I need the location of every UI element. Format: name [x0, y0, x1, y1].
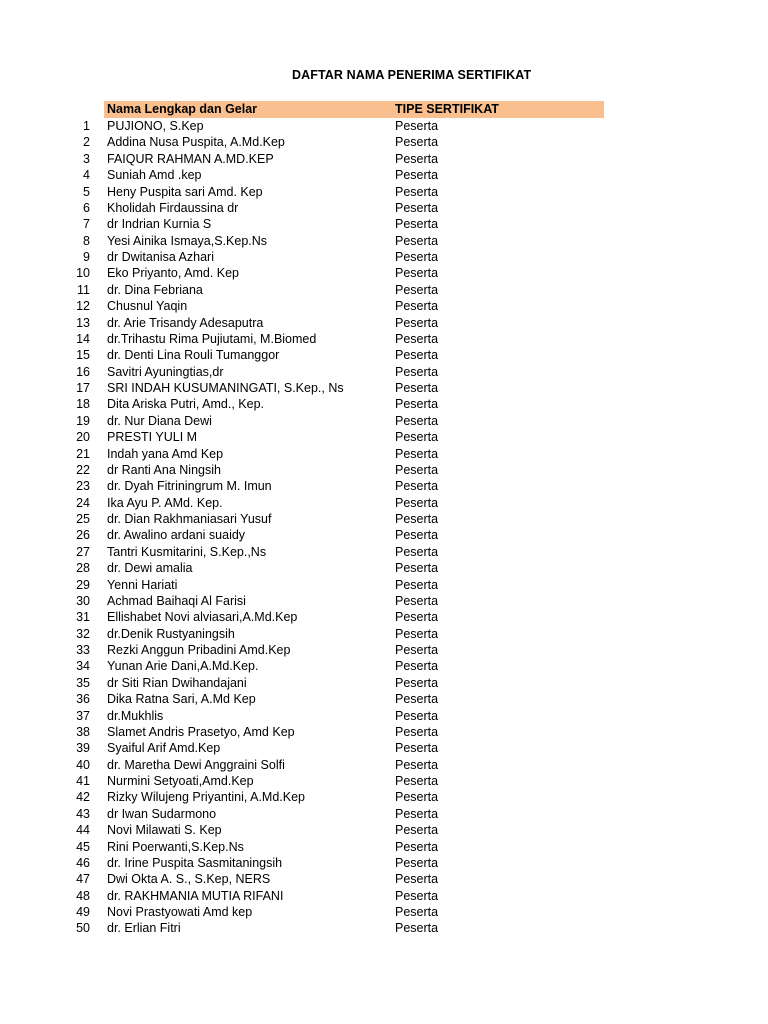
certificate-type: Peserta	[395, 413, 439, 428]
recipient-name: dr. Nur Diana Dewi	[107, 413, 212, 428]
row-number: 9	[83, 250, 90, 264]
table-row	[0, 249, 768, 265]
recipient-name: Dita Ariska Putri, Amd., Kep.	[107, 397, 265, 412]
document-title: DAFTAR NAMA PENERIMA SERTIFIKAT	[292, 68, 532, 82]
row-number: 5	[83, 184, 90, 199]
certificate-type: Peserta	[395, 250, 439, 264]
table-row	[0, 855, 768, 871]
table-row	[0, 331, 768, 347]
table-row	[0, 888, 768, 904]
table-row	[0, 691, 768, 707]
recipient-name: Yesi Ainika Ismaya,S.Kep.Ns	[107, 233, 268, 248]
certificate-type: Peserta	[395, 905, 439, 919]
row-number: 6	[83, 200, 90, 215]
recipient-name: Novi Prastyowati Amd kep	[107, 905, 253, 919]
table-row	[0, 642, 768, 658]
recipient-name: dr Ranti Ana Ningsih	[107, 462, 221, 477]
row-number: 49	[76, 905, 90, 919]
table-row	[0, 184, 768, 200]
table-row	[0, 364, 768, 380]
table-row	[0, 544, 768, 560]
table-row	[0, 658, 768, 674]
row-number: 37	[76, 708, 90, 723]
row-number: 15	[76, 348, 90, 363]
recipient-table	[0, 101, 768, 937]
row-number: 27	[76, 544, 90, 559]
recipient-name: Syaiful Arif Amd.Kep	[107, 741, 221, 756]
table-row	[0, 151, 768, 167]
row-number: 11	[77, 282, 90, 297]
certificate-type: Peserta	[395, 462, 439, 477]
certificate-type: Peserta	[395, 282, 439, 297]
row-number: 48	[76, 888, 90, 903]
certificate-type: Peserta	[395, 151, 439, 166]
recipient-name: Novi Milawati S. Kep	[107, 823, 222, 838]
certificate-type: Peserta	[395, 888, 439, 903]
recipient-name: Suniah Amd .kep	[107, 168, 202, 183]
recipient-name: SRI INDAH KUSUMANINGATI, S.Kep., Ns	[107, 381, 344, 395]
certificate-type: Peserta	[395, 741, 439, 756]
recipient-name: Tantri Kusmitarini, S.Kep.,Ns	[107, 544, 267, 559]
table-header	[104, 101, 604, 118]
certificate-type: Peserta	[395, 430, 439, 445]
certificate-type: Peserta	[395, 266, 439, 281]
certificate-type: Peserta	[395, 626, 439, 641]
certificate-type: Peserta	[395, 774, 439, 788]
certificate-type: Peserta	[395, 659, 439, 674]
row-number: 3	[83, 151, 90, 166]
certificate-type: Peserta	[395, 364, 439, 379]
recipient-name: dr. Erlian Fitri	[107, 921, 181, 936]
table-row	[0, 200, 768, 216]
certificate-type: Peserta	[395, 593, 439, 608]
recipient-name: dr. Dyah Fitriningrum M. Imun	[107, 479, 272, 494]
recipient-name: Yunan Arie Dani,A.Md.Kep.	[107, 659, 259, 674]
table-row	[0, 413, 768, 429]
certificate-type: Peserta	[395, 757, 439, 772]
recipient-name: dr Siti Rian Dwihandajani	[107, 675, 247, 690]
table-row	[0, 527, 768, 543]
row-number: 25	[76, 512, 90, 526]
certificate-type: Peserta	[395, 233, 439, 248]
recipient-name: dr. Arie Trisandy Adesaputra	[107, 315, 264, 330]
row-number: 1	[83, 119, 90, 133]
table-row	[0, 609, 768, 625]
table-row	[0, 216, 768, 232]
certificate-type: Peserta	[395, 119, 439, 133]
table-row	[0, 462, 768, 478]
recipient-name: Heny Puspita sari Amd. Kep	[107, 184, 263, 199]
recipient-name: dr. Dewi amalia	[107, 561, 193, 576]
table-row	[0, 806, 768, 822]
row-number: 46	[76, 855, 90, 870]
recipient-name: Achmad Baihaqi Al Farisi	[107, 593, 246, 608]
row-number: 23	[76, 479, 90, 494]
table-row	[0, 380, 768, 396]
recipient-name: PUJIONO, S.Kep	[107, 119, 204, 133]
table-row	[0, 429, 768, 445]
certificate-type: Peserta	[395, 544, 439, 559]
certificate-type: Peserta	[395, 348, 439, 363]
certificate-type: Peserta	[395, 577, 439, 592]
certificate-type: Peserta	[395, 561, 439, 576]
row-number: 17	[76, 381, 90, 395]
recipient-name: FAIQUR RAHMAN A.MD.KEP	[107, 151, 274, 166]
header-name: Nama Lengkap dan Gelar	[107, 102, 258, 116]
recipient-name: Savitri Ayuningtias,dr	[107, 364, 224, 379]
table-row	[0, 757, 768, 773]
row-number: 38	[76, 724, 90, 739]
row-number: 30	[76, 593, 90, 608]
certificate-type: Peserta	[395, 823, 439, 838]
table-row	[0, 478, 768, 494]
certificate-type: Peserta	[395, 692, 439, 707]
row-number: 21	[76, 446, 90, 461]
table-row	[0, 118, 768, 134]
row-number: 43	[76, 806, 90, 821]
row-number: 10	[76, 266, 90, 281]
certificate-type: Peserta	[395, 184, 439, 199]
table-row	[0, 740, 768, 756]
certificate-type: Peserta	[395, 299, 439, 314]
certificate-type: Peserta	[395, 397, 439, 412]
certificate-type: Peserta	[395, 528, 439, 543]
recipient-name: dr Dwitanisa Azhari	[107, 250, 214, 264]
table-body	[0, 118, 768, 937]
row-number: 4	[83, 168, 90, 183]
certificate-type: Peserta	[395, 315, 439, 330]
certificate-type: Peserta	[395, 790, 439, 805]
certificate-type: Peserta	[395, 135, 439, 150]
certificate-type: Peserta	[395, 724, 439, 739]
recipient-name: Indah yana Amd Kep	[107, 446, 224, 461]
table-row	[0, 298, 768, 314]
table-row	[0, 396, 768, 412]
table-row	[0, 871, 768, 887]
row-number: 18	[76, 397, 90, 412]
row-number: 33	[76, 643, 90, 657]
table-row	[0, 626, 768, 642]
row-number: 28	[76, 561, 90, 576]
recipient-name: dr.Denik Rustyaningsih	[107, 626, 235, 641]
row-number: 7	[83, 217, 90, 232]
row-number: 32	[76, 626, 90, 641]
table-row	[0, 265, 768, 281]
recipient-name: Rini Poerwanti,S.Kep.Ns	[107, 839, 244, 854]
table-row	[0, 839, 768, 855]
certificate-type: Peserta	[395, 921, 439, 936]
recipient-name: dr. Dian Rakhmaniasari Yusuf	[107, 512, 272, 526]
recipient-name: Eko Priyanto, Amd. Kep	[107, 266, 240, 281]
table-row	[0, 167, 768, 183]
recipient-name: dr. RAKHMANIA MUTIA RIFANI	[107, 888, 284, 903]
table-row	[0, 593, 768, 609]
table-row	[0, 315, 768, 331]
certificate-type: Peserta	[395, 610, 439, 625]
certificate-type: Peserta	[395, 479, 439, 494]
row-number: 39	[76, 741, 90, 756]
row-number: 50	[76, 921, 90, 936]
certificate-type: Peserta	[395, 806, 439, 821]
certificate-type: Peserta	[395, 872, 439, 887]
table-row	[0, 282, 768, 298]
table-row	[0, 904, 768, 920]
table-row	[0, 134, 768, 150]
recipient-name: Ellishabet Novi alviasari,A.Md.Kep	[107, 610, 298, 625]
row-number: 45	[76, 839, 90, 854]
recipient-name: Slamet Andris Prasetyo, Amd Kep	[107, 724, 295, 739]
certificate-type: Peserta	[395, 839, 439, 854]
recipient-name: Yenni Hariati	[107, 577, 178, 592]
row-number: 41	[76, 774, 90, 788]
recipient-name: PRESTI YULI M	[107, 430, 198, 445]
recipient-name: Nurmini Setyoati,Amd.Kep	[107, 774, 254, 788]
row-number: 36	[76, 692, 90, 707]
row-number: 24	[76, 495, 90, 510]
row-number: 31	[76, 610, 90, 625]
row-number: 20	[76, 430, 90, 445]
row-number: 2	[83, 135, 90, 150]
recipient-name: dr. Dina Febriana	[107, 282, 203, 297]
row-number: 12	[76, 299, 90, 314]
certificate-type: Peserta	[395, 168, 439, 183]
recipient-name: dr Iwan Sudarmono	[107, 806, 217, 821]
table-row	[0, 920, 768, 936]
table-row	[0, 495, 768, 511]
row-number: 8	[83, 233, 90, 248]
row-number: 13	[76, 315, 90, 330]
certificate-type: Peserta	[395, 446, 439, 461]
recipient-name: dr. Maretha Dewi Anggraini Solfi	[107, 757, 285, 772]
recipient-name: Addina Nusa Puspita, A.Md.Kep	[107, 135, 285, 150]
recipient-name: Kholidah Firdaussina dr	[107, 200, 239, 215]
header-type: TIPE SERTIFIKAT	[395, 102, 499, 116]
table-row	[0, 577, 768, 593]
recipient-name: Rezki Anggun Pribadini Amd.Kep	[107, 643, 291, 657]
recipient-name: dr. Irine Puspita Sasmitaningsih	[107, 855, 283, 870]
table-row	[0, 446, 768, 462]
row-number: 35	[76, 675, 90, 690]
recipient-name: dr Indrian Kurnia S	[107, 217, 212, 232]
table-row	[0, 233, 768, 249]
table-row	[0, 511, 768, 527]
table-row	[0, 773, 768, 789]
recipient-name: Rizky Wilujeng Priyantini, A.Md.Kep	[107, 790, 305, 805]
table-row	[0, 724, 768, 740]
certificate-type: Peserta	[395, 495, 439, 510]
table-row	[0, 708, 768, 724]
row-number: 44	[76, 823, 90, 838]
row-number: 47	[76, 872, 90, 887]
row-number: 19	[76, 413, 90, 428]
row-number: 40	[76, 757, 90, 772]
row-number: 26	[76, 528, 90, 543]
table-row	[0, 560, 768, 576]
certificate-type: Peserta	[395, 675, 439, 690]
recipient-name: dr.Trihastu Rima Pujiutami, M.Biomed	[107, 331, 317, 346]
recipient-name: Dika Ratna Sari, A.Md Kep	[107, 692, 256, 707]
row-number: 16	[76, 364, 90, 379]
row-number: 14	[76, 331, 90, 346]
certificate-type: Peserta	[395, 708, 439, 723]
certificate-type: Peserta	[395, 512, 439, 526]
certificate-type: Peserta	[395, 643, 439, 657]
recipient-name: Ika Ayu P. AMd. Kep.	[107, 495, 223, 510]
table-row	[0, 789, 768, 805]
recipient-name: Dwi Okta A. S., S.Kep, NERS	[107, 872, 271, 887]
certificate-type: Peserta	[395, 381, 439, 395]
table-row	[0, 822, 768, 838]
recipient-name: dr. Awalino ardani suaidy	[107, 528, 246, 543]
recipient-name: dr.Mukhlis	[107, 708, 164, 723]
row-number: 29	[76, 577, 90, 592]
row-number: 22	[76, 462, 90, 477]
row-number: 34	[76, 659, 90, 674]
recipient-name: Chusnul Yaqin	[107, 299, 188, 314]
row-number: 42	[76, 790, 90, 805]
table-row	[0, 675, 768, 691]
recipient-name: dr. Denti Lina Rouli Tumanggor	[107, 348, 280, 363]
table-row	[0, 347, 768, 363]
certificate-type: Peserta	[395, 331, 439, 346]
certificate-type: Peserta	[395, 855, 439, 870]
certificate-type: Peserta	[395, 217, 439, 232]
certificate-type: Peserta	[395, 200, 439, 215]
